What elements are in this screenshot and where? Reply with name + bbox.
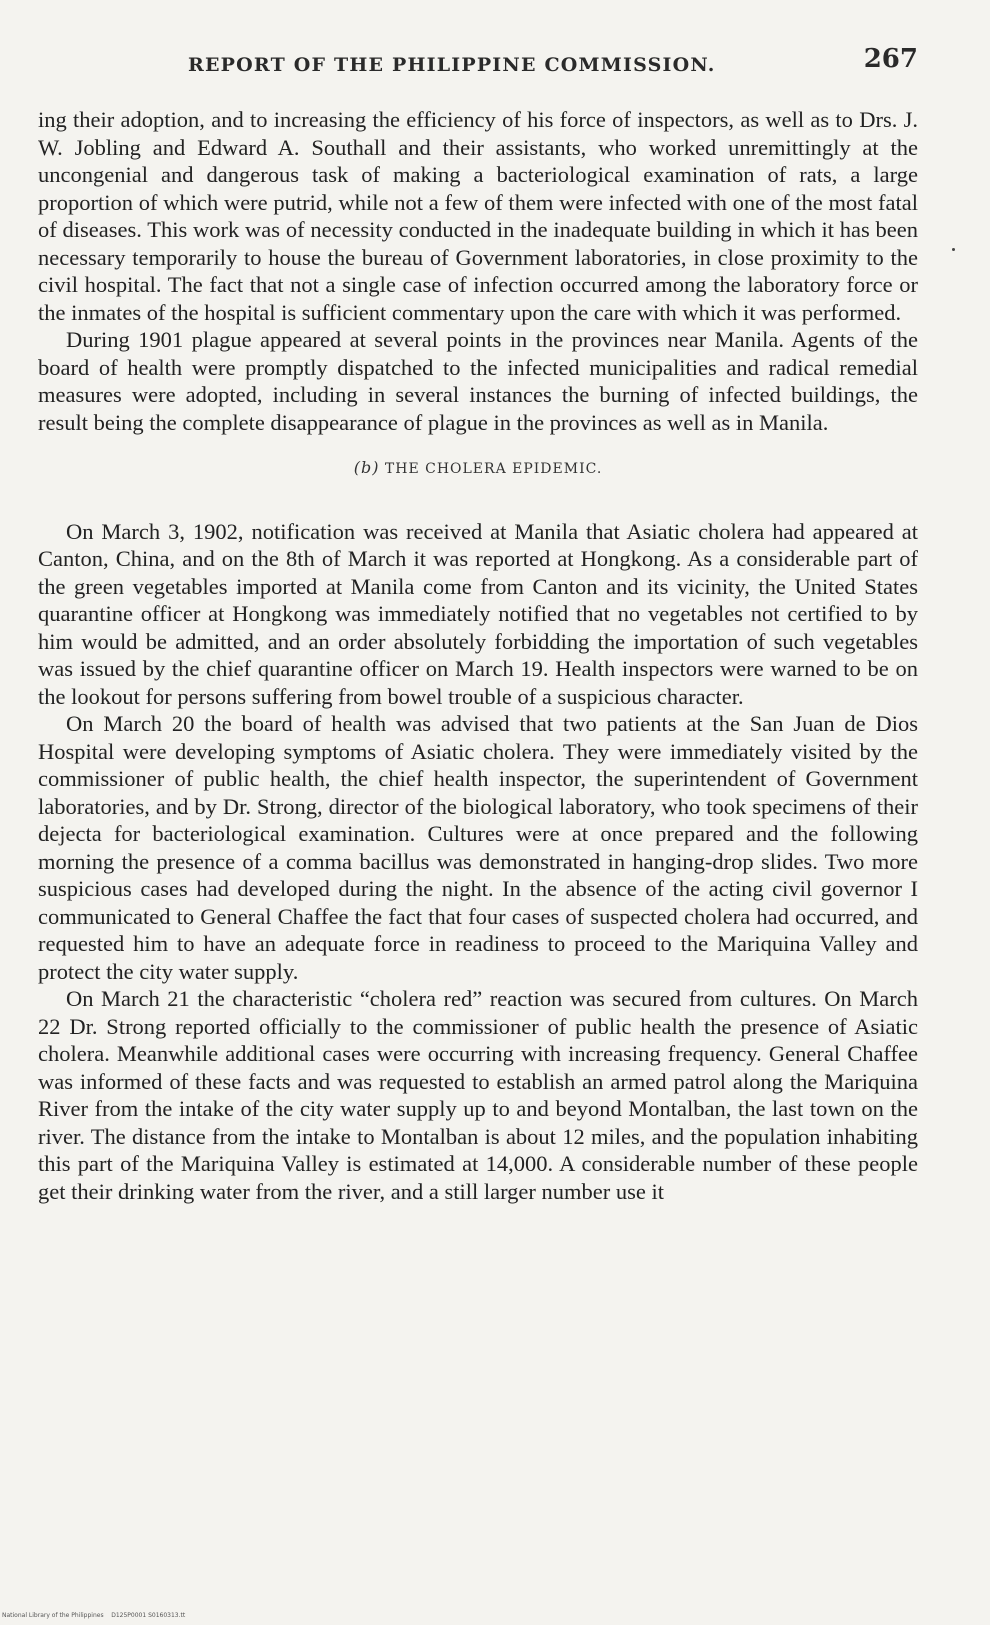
scan-footer: National Library of the Philippines D125P0001 S0160313.tt (2, 1612, 186, 1619)
page-header (38, 40, 918, 80)
section-label: (b) (353, 458, 380, 477)
document-page (38, 40, 918, 1580)
section-title: THE CHOLERA EPIDEMIC. (384, 461, 603, 477)
paragraph-cholera-notification: On March 3, 1902, notification was received at Manila that Asiatic cholera had appeared at Canton, China, and on the 8th of March it was reported at Hongkong. As a considerable part of the green vegetables imported at Manila come from Canton and its vicinity, the United States quarantine officer at Hongkong was immediately notified that no vegetables not certified to by him would be admitted, and an order absolutely forbidding the importation of such vegetables was issued by the chief quarantine officer on March 19. Health inspectors were warned to be on the lookout for persons suffering from bowel trouble of a suspicious character. (38, 518, 918, 709)
paragraph-cholera-march-21: On March 21 the characteristic “cholera red” reaction was secured from cultures. On March 22 Dr. Strong reported officially to the commissioner of public health the presence of Asiatic cholera. Meanwhile additional cases were occurring with increasing frequency. General Chaffee was informed of these facts and was requested to establish an armed patrol along the Mariquina River from the intake of the city water supply up to and beyond Montalban, the last town on the river. The distance from the intake to Montalban is about 12 miles, and the population inhabiting this part of the Mariquina Valley is estimated at 14,000. A considerable number of these people get their drinking water from the river, and a still larger number use it (38, 986, 918, 1204)
page-number: 267 (863, 44, 918, 74)
paragraph-continued: ing their adoption, and to increasing the efficiency of his force of inspectors, as well as to Drs. J. W. Jobling and Edward A. Southall and their assistants, who worked unremittingly at the uncongenial and dangerous task of making a bacteriological examination of rats, a large proportion of which were putrid, while not a few of them were infected with one of the most fatal of diseases. This work was of necessity conducted in the inadequate building in which it has been necessary temporarily to house the bureau of Government laboratories, in close proximity to the civil hospital. The fact that not a single case of infection occurred among the laboratory force or the inmates of the hospital is sufficient commentary upon the care with which it was performed. (38, 107, 918, 325)
body-text (38, 106, 918, 1205)
running-head: REPORT OF THE PHILIPPINE COMMISSION. (188, 54, 716, 76)
paragraph-cholera-march-20: On March 20 the board of health was advised that two patients at the San Juan de Dios Hospital were developing symptoms of Asiatic cholera. They were immediately visited by the commissioner of public health, the chief health inspector, the superintendent of Government laboratories, and by Dr. Strong, director of the biological laboratory, who took specimens of their dejecta for bacteriological examination. Cultures were at once prepared and the following morning the presence of a comma bacillus was demonstrated in hanging-drop slides. Two more suspicious cases had developed during the night. In the absence of the acting civil governor I communicated to General Chaffee the fact that four cases of suspected cholera had occurred, and requested him to have an adequate force in readiness to proceed to the Mariquina Valley and protect the city water supply. (38, 711, 918, 984)
section-heading (38, 454, 918, 484)
scan-speck (952, 248, 955, 251)
paragraph-plague-1901: During 1901 plague appeared at several points in the provinces near Manila. Agents of the board of health were promptly dispatched to the infected municipalities and radical remedial measures were adopted, including in several instances the burning of infected buildings, the result being the complete disappearance of plague in the provinces as well as in Manila. (38, 327, 918, 435)
